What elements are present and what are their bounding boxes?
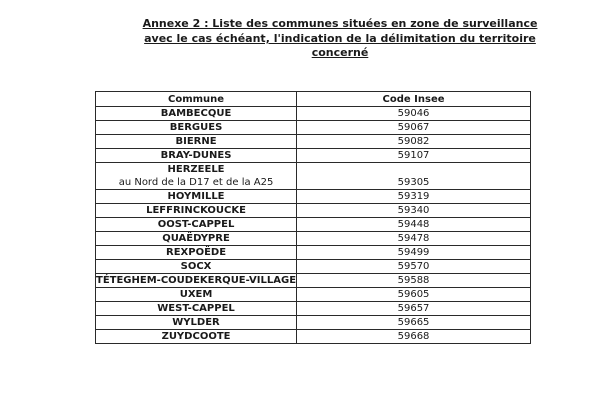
code-insee-cell: 59570 (297, 260, 531, 274)
table-row (96, 107, 531, 121)
table-row (96, 190, 531, 204)
code-insee-cell: 59665 (297, 316, 531, 330)
code-insee-cell: 59305 (297, 163, 531, 190)
commune-cell: SOCX (96, 260, 297, 274)
table-row (96, 246, 531, 260)
column-header-code-insee: Code Insee (297, 92, 531, 107)
table-row (96, 316, 531, 330)
code-insee-cell: 59588 (297, 274, 531, 288)
code-insee-cell: 59605 (297, 288, 531, 302)
code-insee-cell: 59067 (297, 121, 531, 135)
code-insee-cell: 59082 (297, 135, 531, 149)
table-row (96, 232, 531, 246)
annex-title-line-2: avec le cas échéant, l'indication de la délimitation du territoire concerné (144, 32, 536, 59)
column-header-commune: Commune (96, 92, 297, 107)
commune-cell: BAMBECQUE (96, 107, 297, 121)
commune-cell: WEST-CAPPEL (96, 302, 297, 316)
commune-cell (96, 163, 297, 190)
commune-cell: LEFFRINCKOUCKE (96, 204, 297, 218)
annex-title-line-1: Annexe 2 : Liste des communes situées en zone de surveillance (142, 17, 538, 30)
table-row (96, 135, 531, 149)
commune-delimitation-note: au Nord de la D17 et de la A25 (118, 177, 274, 188)
commune-cell: HOYMILLE (96, 190, 297, 204)
commune-cell: BIERNE (96, 135, 297, 149)
commune-cell: TÉTEGHEM-COUDEKERQUE-VILLAGE (96, 275, 297, 286)
table-row (96, 204, 531, 218)
code-insee-cell: 59499 (297, 246, 531, 260)
commune-cell: BRAY-DUNES (96, 149, 297, 163)
code-insee-cell: 59657 (297, 302, 531, 316)
commune-cell: QUAËDYPRE (96, 232, 297, 246)
code-insee-cell: 59319 (297, 190, 531, 204)
code-insee-cell: 59668 (297, 330, 531, 344)
commune-cell: REXPOËDE (96, 246, 297, 260)
table-row (96, 274, 531, 288)
commune-name: HERZEELE (167, 164, 225, 175)
table-header-row (96, 92, 531, 107)
table-row (96, 288, 531, 302)
table-row (96, 218, 531, 232)
table-row (96, 163, 531, 190)
code-insee-cell: 59107 (297, 149, 531, 163)
table-row (96, 260, 531, 274)
code-insee-cell: 59448 (297, 218, 531, 232)
commune-cell: BERGUES (96, 121, 297, 135)
code-insee-cell: 59478 (297, 232, 531, 246)
commune-cell: WYLDER (96, 316, 297, 330)
commune-cell: UXEM (96, 288, 297, 302)
commune-cell: ZUYDCOOTE (96, 330, 297, 344)
table-row (96, 302, 531, 316)
commune-cell: OOST-CAPPEL (96, 218, 297, 232)
code-insee-cell: 59046 (297, 107, 531, 121)
table-row (96, 121, 531, 135)
code-insee-cell: 59340 (297, 204, 531, 218)
communes-table (95, 91, 531, 344)
table-row (96, 149, 531, 163)
table-row (96, 330, 531, 344)
